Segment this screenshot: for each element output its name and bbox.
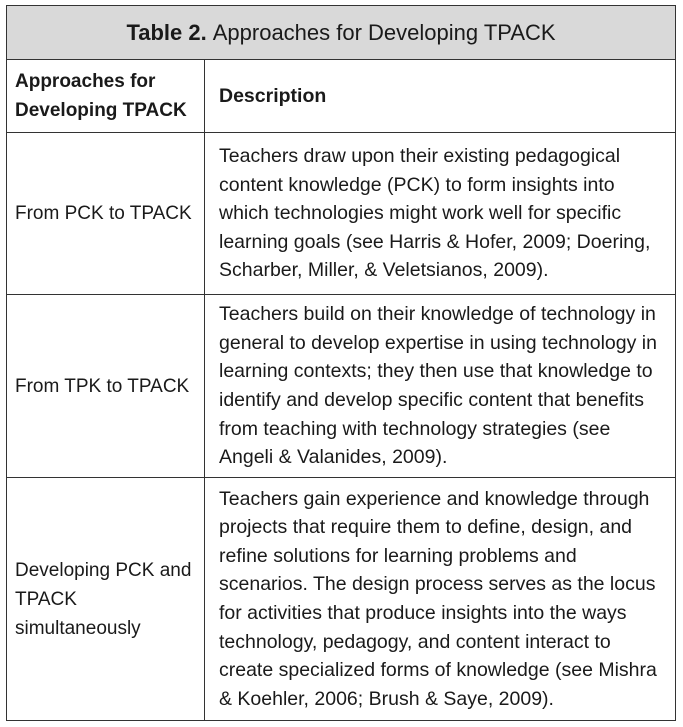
table-row xyxy=(7,295,675,478)
approach-label: From TPK to TPACK xyxy=(15,375,190,397)
approach-label: From PCK to TPACK xyxy=(15,203,192,224)
approach-cell xyxy=(7,478,205,720)
description-cell xyxy=(205,478,675,720)
description-text: Teachers draw upon their existing pedagogical content knowledge (PCK) to form insights into which technologies might work well for specific learning goals (see Harris & Hofer, 2009; Doering, Scharber, Miller, & Veletsianos, 2009). xyxy=(219,145,651,282)
description-text: Teachers build on their knowledge of technology in general to develop expertise in using technology in learning contexts; they then use that knowledge to identify and develop specific content that benefits from teaching with technology strategies (see Angeli & Valanides, 2009). xyxy=(219,303,657,469)
approach-cell xyxy=(7,133,205,294)
table-title: Approaches for Developing TPACK xyxy=(212,19,556,45)
description-text: Teachers gain experience and knowledge through projects that require them to define, design, and refine solutions for learning problems and scenarios. The design process serves as the locus for activities that produce insights into the ways technology, pedagogy, and content interact to create specialized forms of knowledge (see Mishra & Koehler, 2006; Brush & Saye, 2009). xyxy=(219,487,657,710)
table-row xyxy=(7,133,675,295)
approach-cell xyxy=(7,295,205,477)
header-description-label: Description xyxy=(219,84,327,107)
approaches-table xyxy=(6,5,676,721)
table-number: Table 2. xyxy=(126,19,207,45)
table-header-row xyxy=(7,60,675,133)
approach-label: Developing PCK and TPACK simultaneously xyxy=(15,559,192,639)
header-cell-description xyxy=(205,60,675,132)
description-cell xyxy=(205,295,675,477)
table-row xyxy=(7,478,675,720)
header-cell-approaches xyxy=(7,60,205,132)
table-caption xyxy=(7,6,675,60)
description-cell xyxy=(205,133,675,294)
header-approaches-label: Approaches for Developing TPACK xyxy=(15,71,187,121)
